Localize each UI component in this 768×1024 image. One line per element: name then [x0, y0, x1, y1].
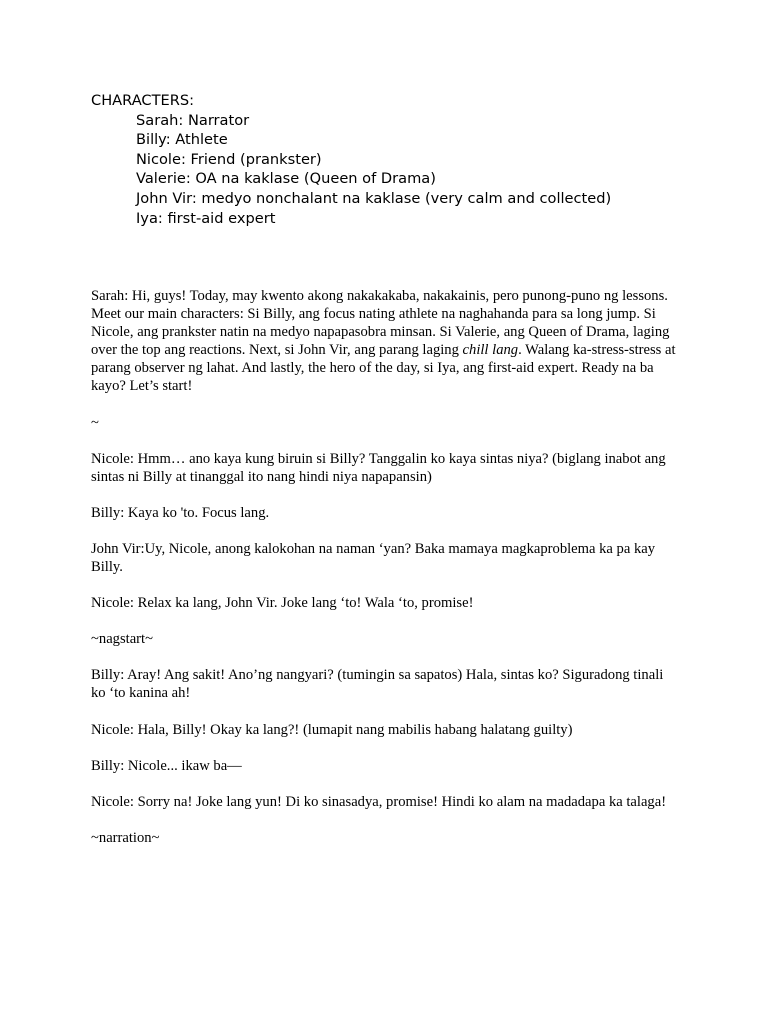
intro-paragraph [91, 287, 681, 396]
dialogue-line-nicole: Nicole: Hala, Billy! Okay ka lang?! (lumapit nang mabilis habang halatang guilty) [91, 721, 573, 738]
dialogue-line-billy: Billy: Aray! Ang sakit! Ano’ng nangyari? (tumingin sa sapatos) Hala, sintas ko? Siguradong tinali ko ‘to kanina ah! [91, 667, 664, 702]
intro-text-after: . Walang ka-stress-stress at parang observer ng lahat. And lastly, the hero of the day, si Iya, ang first-aid expert. Ready na ba kayo? Let’s start! [91, 342, 676, 395]
dialogue-line-billy: Billy: Kaya ko 'to. Focus lang. [91, 504, 270, 521]
dialogue-line-john-vir: John Vir:Uy, Nicole, anong kalokohan na naman ‘yan? Baka mamaya magkaproblema ka pa kay Billy. [91, 540, 656, 576]
dialogue-line-nicole: Nicole: Hmm… ano kaya kung biruin si Billy? Tanggalin ko kaya sintas niya? (biglang inabot ang sintas ni Billy at tinanggal ito nang hindi niya napapansin) [91, 450, 666, 485]
dialogue-line-billy: Billy: Nicole... ikaw ba— [91, 757, 242, 774]
characters-section [91, 91, 711, 228]
scene-separator: ~ [91, 414, 99, 431]
character-nicole: Nicole: Friend (prankster) [136, 150, 322, 168]
scene-marker-narration: ~narration~ [91, 829, 160, 846]
character-valerie: Valerie: OA na kaklase (Queen of Drama) [136, 170, 436, 188]
character-billy: Billy: Athlete [136, 131, 228, 149]
scene-marker-nagstart: ~nagstart~ [91, 631, 153, 648]
dialogue-line-nicole: Nicole: Relax ka lang, John Vir. Joke lang ‘to! Wala ‘to, promise! [91, 595, 474, 612]
character-john-vir: John Vir: medyo nonchalant na kaklase (very calm and collected) [136, 189, 612, 207]
dialogue-line-nicole: Nicole: Sorry na! Joke lang yun! Di ko sinasadya, promise! Hindi ko alam na madadapa ka talaga! [91, 793, 667, 810]
intro-italic-phrase: chill lang [462, 342, 519, 359]
intro-text-before: Sarah: Hi, guys! Today, may kwento akong nakakakaba, nakakainis, pero punong-puno ng lessons. Meet our main characters: Si Billy, ang focus nating athlete na naghahanda para sa long jump. Si Nicole, ang prankster natin na medyo napapasobra minsan. Si Valerie, ang Queen of Drama, laging over the top ang reactions. Next, si John Vir, ang parang laging [91, 288, 670, 359]
character-sarah: Sarah: Narrator [136, 111, 250, 129]
script-body [91, 287, 681, 865]
character-iya: Iya: first-aid expert [136, 209, 276, 227]
characters-heading: CHARACTERS: [91, 92, 195, 109]
